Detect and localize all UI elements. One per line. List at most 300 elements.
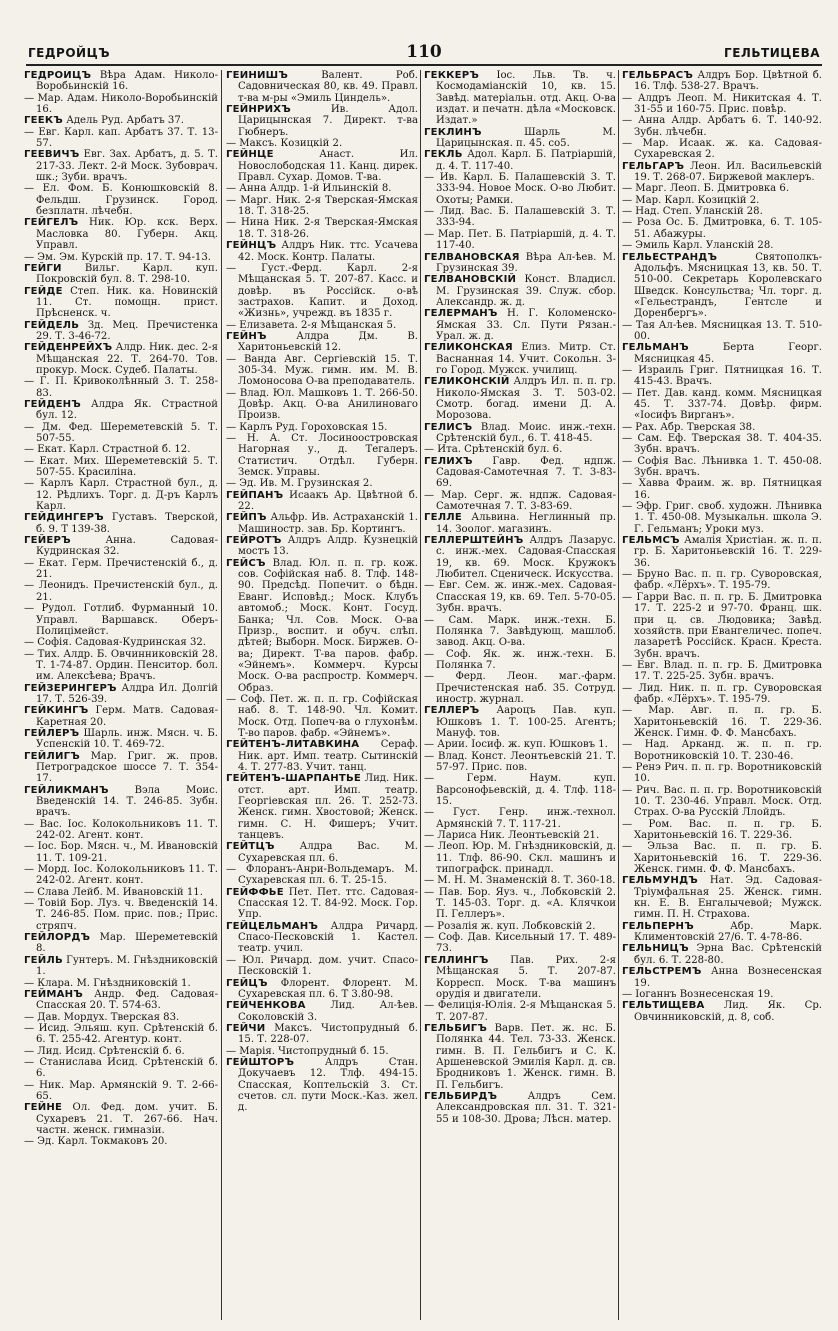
entry-details: — Ник. Мар. Армянскій 9. Т. 2-66-65. bbox=[24, 1079, 218, 1102]
directory-entry bbox=[424, 376, 616, 421]
entry-surname: ГЕЙНИШЪ bbox=[226, 70, 289, 81]
entry-details: — Максъ. Козицкій 2. bbox=[226, 138, 343, 150]
directory-entry bbox=[24, 456, 218, 479]
entry-details: Андр. Фед. Садовая-Спасская 20. Т. 574-63. bbox=[36, 988, 218, 1012]
directory-entry bbox=[622, 966, 822, 989]
entry-details: — Соф. Пет. ж. п. п. гр. Софійская наб. 8. Т. 148-90. Чл. Комит. Моск. Отд. Попеч-ва о глухонѣм. Т-во паров. фабр. «Эйнемъ». bbox=[226, 693, 418, 739]
column-4 bbox=[622, 70, 822, 1328]
entry-details: — Морд. Іос. Колокольниковъ 11. Т. 242-02. Агент. конт. bbox=[24, 864, 218, 887]
entry-details: — Іос. Бор. Мясн. ч., М. Ивановскій 11. Т. 109-21. bbox=[24, 841, 218, 864]
entry-surname: ГЕЙЛЬ bbox=[24, 954, 63, 966]
entry-surname: ГЕЛИХЪ bbox=[424, 455, 473, 467]
directory-entry bbox=[226, 320, 418, 331]
directory-entry bbox=[424, 512, 616, 535]
entry-details: — Товій Бор. Луз. ч. Введенскій 14. Т. 246-85. Пом. прис. пов.; Прис. стряпч. bbox=[24, 898, 218, 932]
directory-entry bbox=[424, 955, 616, 1000]
directory-entry bbox=[424, 671, 616, 705]
entry-details: — Н. А. Ст. Лосиноостровская Нагорная у., д. Тегалеръ. Статистич. Отдѣл. Губерн. Земск. Управы. bbox=[226, 433, 418, 479]
directory-entry bbox=[622, 217, 822, 240]
directory-entry bbox=[226, 512, 418, 535]
directory-entry bbox=[622, 388, 822, 422]
directory-entry bbox=[622, 660, 822, 683]
entry-surname: ГЕЛИСЪ bbox=[424, 421, 473, 433]
entry-details: Альфр. Ив. Астраханскій 1. Машиностр. зав. Бр. Кортингъ. bbox=[238, 512, 418, 535]
entry-details: Анаст. Ил. Новослободская 11. Канц. дирек. Правл. Сухар. Домов. Т-ва. bbox=[238, 149, 418, 184]
directory-entry bbox=[424, 444, 616, 455]
entry-details: Алдръ Бор. Цвѣтной б. 16. Тлф. 538-27. Врачъ. bbox=[634, 70, 822, 93]
entry-details: — Роза Ос. Б. Дмитровка, 6. Т. 105-51. Абажуры. bbox=[622, 217, 822, 240]
directory-entry bbox=[24, 580, 218, 603]
entry-surname: ГЕЙТЕНЪ-ШАРПАНТЬЕ bbox=[226, 773, 361, 785]
entry-details: — Над. Арканд. ж. п. п. гр. Воротниковскій 10. Т. 230-46. bbox=[622, 739, 822, 762]
entry-surname: ГЕЛВАНОВСКАЯ bbox=[424, 251, 520, 263]
entry-details: Ив. Адол. Царицынская 7. Директ. т-ва Гюбнеръ. bbox=[238, 104, 418, 138]
entry-details: Исаакъ Ар. Цвѣтной б. 22. bbox=[238, 489, 418, 513]
entry-details: Альвина. Неглинный пр. 14. Зоолог. магазинъ. bbox=[436, 512, 616, 535]
directory-entry bbox=[226, 864, 418, 887]
entry-surname: ГЕЙГИ bbox=[24, 262, 62, 274]
directory-entry bbox=[622, 422, 822, 433]
directory-entry bbox=[226, 978, 418, 1001]
directory-entry bbox=[424, 149, 616, 172]
entry-surname: ГЕЛЬПЕРНЪ bbox=[622, 920, 694, 932]
entry-details: Ол. Фед. дом. учит. Б. Сухаревъ 21. Т. 267-66. Нач. частн. женск. гимназіи. bbox=[36, 1102, 218, 1136]
entry-details: — Анна Алдр. 1-й Ильинскій 8. bbox=[226, 183, 392, 195]
entry-details: — Лариса Ник. Леонтьевскій 21. bbox=[424, 830, 600, 842]
entry-surname: ГЕЙТЦЪ bbox=[226, 841, 275, 853]
directory-entry bbox=[226, 921, 418, 955]
entry-details: — Евг. Карл. кап. Арбатъ 37. Т. 13-57. bbox=[24, 126, 218, 150]
entry-details: Мар. Шереметевскій 8. bbox=[36, 932, 218, 955]
entry-details: — Арии. Іосиф. ж. куп. Юшковъ 1. bbox=[424, 739, 608, 751]
entry-surname: ГЕЙЛИКМАНЪ bbox=[24, 784, 109, 796]
entry-details: Шарль М. Царицынская. п. 45. со5. bbox=[436, 126, 616, 150]
entry-details: — Густ.-Ферд. Карл. 2-я Мѣщанская 5. Т. 207-87. Касс. и довѣр. въ Россійск. о-вѣ застрахов. Капит. и Доход. «Жизнь», учрежд. въ 1835 г. bbox=[226, 262, 418, 320]
entry-details: — Эфр. Григ. своб. художн. Лѣнивка 1. Т. 450-08. Музыкальн. школа Э. Г. Гельманъ; Уроки муз. bbox=[622, 501, 822, 535]
entry-surname: ГЕЛЬСТРЕМЪ bbox=[622, 966, 702, 978]
directory-entry bbox=[226, 195, 418, 218]
directory-entry bbox=[424, 932, 616, 955]
entry-details: — Герм. Наум. куп. Варсонофьевскій, д. 4. Тлф. 118-15. bbox=[424, 773, 616, 807]
directory-entry bbox=[226, 183, 418, 194]
directory-entry bbox=[24, 1102, 218, 1136]
entry-surname: ГЕККЕРЪ bbox=[424, 70, 480, 81]
directory-entry bbox=[424, 252, 616, 275]
entry-surname: ГЕЛИКОНСКАЯ bbox=[424, 342, 513, 354]
entry-details: — Вас. Іос. Колокольниковъ 11. Т. 242-02. Агент. конт. bbox=[24, 818, 218, 842]
entry-surname: ГЕЙПАНЪ bbox=[226, 489, 284, 501]
entry-surname: ГЕЛЬМСЪ bbox=[622, 535, 680, 547]
directory-entry bbox=[424, 308, 616, 342]
directory-entry bbox=[24, 183, 218, 217]
entry-details: — Леоп. Юр. М. Гнѣздниковскій, д. 11. Тлф. 86-90. Скл. машинъ и типографск. принадл. bbox=[424, 841, 616, 876]
column-divider bbox=[221, 70, 222, 1320]
entry-surname: ГЕЙДЕНРЕЙХЪ bbox=[24, 342, 113, 354]
directory-entry bbox=[24, 1023, 218, 1046]
directory-entry bbox=[424, 649, 616, 672]
column-1 bbox=[24, 70, 218, 1328]
entry-details: — Сам. Еф. Тверская 38. Т. 404-35. Зубн. врачъ. bbox=[622, 433, 822, 456]
entry-details: — Марг. Леоп. Б. Дмитровка 6. bbox=[622, 183, 790, 195]
directory-entry bbox=[622, 183, 822, 194]
entry-details: — Флоранъ-Анри-Вольдемаръ. М. Сухаревская пл. 6. Т. 25-15. bbox=[226, 864, 418, 887]
entry-details: — Гарри Вас. п. п. гр. Б. Дмитровка 17. Т. 225-2 и 97-70. Франц. шк. при ц. св. Людовика; Завѣд. хозяйств. при Евангеличес. попеч. лазаретѣ Россійск. Красн. Креста. Зубн. врачъ. bbox=[622, 591, 822, 660]
directory-entry bbox=[424, 535, 616, 580]
entry-surname: ГЕЛЕРМАНЪ bbox=[424, 308, 498, 320]
entry-surname: ГЕЛЬБРАСЪ bbox=[622, 70, 693, 81]
entry-details: — Рудол. Готлиб. Фурманный 10. Управл. Варшавск. Оберъ-Полицімейст. bbox=[24, 603, 218, 637]
entry-surname: ГЕЛЬЕСТРАНДЪ bbox=[622, 251, 718, 263]
entry-surname: ГЕЛЬНИЦЪ bbox=[622, 943, 689, 955]
directory-entry bbox=[24, 70, 218, 93]
entry-surname: ГЕЙНЪ bbox=[226, 330, 267, 342]
column-3 bbox=[424, 70, 616, 1328]
page-header bbox=[26, 40, 822, 66]
entry-details: Лид. Як. Ср. Овчинниковскій, д. 8, соб. bbox=[634, 1000, 822, 1023]
directory-entry bbox=[226, 138, 418, 149]
column-divider bbox=[420, 70, 421, 1320]
entry-details: Алдръ Лазарус. с. инж.-мех. Садовая-Спасская 19, кв. 69. Моск. Кружокъ Любител. Сценическ. Искусства. bbox=[436, 535, 616, 581]
directory-entry bbox=[24, 478, 218, 512]
entry-surname: ГЕЛЬБИГЪ bbox=[424, 1022, 488, 1034]
entry-details: — Дм. Фед. Шереметевскій 5. Т. 507-55. bbox=[24, 421, 218, 444]
directory-entry bbox=[622, 989, 822, 1000]
entry-details: — Хавва Фраим. ж. вр. Пятницкая 16. bbox=[622, 478, 822, 501]
directory-entry bbox=[424, 70, 616, 127]
entry-surname: ГЕЛВАНОВСКІЙ bbox=[424, 274, 517, 286]
header-last-entry: ГЕЛЬТИЦЕВА bbox=[724, 46, 820, 60]
entry-details: — Эмиль Карл. Уланскій 28. bbox=[622, 240, 774, 252]
entry-details: Сераф. Ник. арт. Имп. театр. Сытинскій 4. Т. 277-83. Учит. танц. bbox=[238, 739, 418, 773]
directory-entry bbox=[622, 115, 822, 138]
entry-details: — Мар. Карл. Козицкій 2. bbox=[622, 194, 760, 206]
entry-details: — Елизавета. 2-я Мѣщанская 5. bbox=[226, 319, 397, 331]
directory-entry bbox=[622, 138, 822, 161]
entry-details: Зд. Мец. Пречистенка 29. Т. 3-46-72. bbox=[36, 319, 218, 342]
entry-surname: ГЕЛЛЕ bbox=[424, 512, 462, 524]
entry-details: — Софія. Садовая-Кудринская 32. bbox=[24, 637, 207, 649]
entry-details: — Израиль Григ. Пятницкая 16. Т. 415-43. Врачъ. bbox=[622, 364, 822, 388]
directory-entry bbox=[622, 592, 822, 660]
entry-surname: ГЕЙЕРЪ bbox=[24, 535, 71, 547]
directory-entry bbox=[24, 286, 218, 320]
entry-surname: ГЕЙКИНГЪ bbox=[24, 705, 89, 717]
directory-entry bbox=[226, 1057, 418, 1114]
directory-entry bbox=[622, 433, 822, 456]
directory-entry bbox=[622, 320, 822, 343]
directory-entry bbox=[424, 739, 616, 750]
entry-surname: ГЕЙНЦЕ bbox=[226, 149, 274, 161]
entry-details: Алдра Дм. В. Харитоньевскій 12. bbox=[238, 330, 418, 354]
entry-surname: ГЕЙНРИХЪ bbox=[226, 104, 291, 116]
entry-surname: ГЕЛЛЕРЪ bbox=[424, 705, 480, 717]
directory-entry bbox=[622, 240, 822, 251]
directory-entry bbox=[24, 898, 218, 932]
entry-surname: ГЕЙРОТЪ bbox=[226, 535, 282, 547]
entry-details: — Рах. Абр. Тверская 38. bbox=[622, 421, 756, 433]
directory-entry bbox=[622, 501, 822, 535]
entry-details: — Эд. Ив. М. Грузинская 2. bbox=[226, 478, 373, 490]
directory-entry bbox=[24, 932, 218, 955]
directory-entry bbox=[424, 830, 616, 841]
entry-details: — Екат. Мих. Шереметевскій 5. Т. 507-55. Красиліна. bbox=[24, 455, 218, 479]
entry-details: — Влад. Конст. Леонтьевскій 21. Т. 57-97. Прис. пов. bbox=[424, 750, 616, 773]
entry-details: Мар. Григ. ж. пров. Петроградское шоссе 7. Т. 354-17. bbox=[36, 750, 218, 785]
entry-details: Степ. Ник. ка. Новинскій 11. Ст. помощн. прист. Прѣсненск. ч. bbox=[36, 285, 218, 320]
entry-surname: ГЕЛЬТИЩЕВА bbox=[622, 1000, 705, 1012]
header-first-entry: ГЕДРОЙЦЪ bbox=[28, 46, 110, 60]
directory-entry bbox=[24, 444, 218, 455]
directory-entry bbox=[24, 978, 218, 989]
entry-surname: ГЕКЛЬ bbox=[424, 149, 463, 161]
entry-details: — Іоганнъ Вознесенская 19. bbox=[622, 988, 774, 1000]
entry-details: — Евг. Влад. п. п. гр. Б. Дмитровка 17. Т. 225-25. Зубн. врачъ. bbox=[622, 659, 822, 683]
directory-entry bbox=[24, 422, 218, 445]
entry-details: Алдръ Алдр. Кузнецкій мостъ 13. bbox=[238, 535, 418, 558]
entry-details: — Розалія ж. куп. Лобковскій 2. bbox=[424, 920, 596, 932]
entry-details: Вѣра Ал-ѣев. М. Грузинская 39. bbox=[436, 251, 616, 274]
directory-entry bbox=[622, 535, 822, 569]
entry-details: Лид. Ник. отст. арт. Имп. театр. Георгіевская пл. 26. Т. 252-73. Женск. гимн. Хвостовой; Женск. гимн. С. Н. Фишеръ; Учит. танцевъ. bbox=[238, 773, 418, 842]
entry-details: Ник. Юр. кск. Верх. Масловка 80. Губерн. Акц. Управл. bbox=[36, 217, 218, 252]
entry-details: Густавъ. Тверской, б. 9. Т 139-38. bbox=[36, 512, 218, 535]
directory-entry bbox=[424, 422, 616, 445]
entry-surname: ГЕЙЗЕРИНГЕРЪ bbox=[24, 682, 117, 694]
directory-entry bbox=[24, 751, 218, 785]
directory-entry bbox=[24, 1136, 218, 1147]
directory-entry bbox=[622, 252, 822, 320]
directory-entry bbox=[622, 683, 822, 706]
directory-entry bbox=[622, 705, 822, 739]
directory-entry bbox=[24, 320, 218, 343]
entry-details: — Карлъ Руд. Гороховская 15. bbox=[226, 421, 388, 433]
entry-details: — Клара. М. Гнѣздниковскій 1. bbox=[24, 977, 191, 989]
entry-details: Шарль. инж. Мясн. ч. Б. Успенскій 10. Т. 469-72. bbox=[36, 727, 218, 751]
entry-surname: ГЕЙНЕ bbox=[24, 1102, 63, 1114]
directory-entry bbox=[24, 512, 218, 535]
entry-details: Алдр. Ник. дес. 2-я Мѣщанская 22. Т. 264-70. Тов. прокур. Моск. Судеб. Палаты. bbox=[36, 342, 218, 376]
directory-entry bbox=[24, 683, 218, 706]
directory-entry bbox=[622, 819, 822, 842]
entry-surname: ГЕЙДЕЛЬ bbox=[24, 319, 80, 331]
directory-entry bbox=[24, 887, 218, 898]
directory-entry bbox=[424, 1023, 616, 1091]
page-number: 110 bbox=[406, 42, 442, 62]
entry-details: Гунтеръ. М. Гнѣздниковскій 1. bbox=[36, 954, 218, 978]
entry-details: Варв. Пет. ж. нс. Б. Полянка 44. Тел. 73-33. Женск. гимн. В. П. Гельбигъ и С. К. Аршеневской Эмилія Карл. д. св. Бродниковъ 1. Женск. гимн. В. П. Гельбигъ. bbox=[436, 1022, 616, 1091]
entry-details: Аароцъ Пав. куп. Юшковъ 1. Т. 100-25. Агентъ; Мануф. тов. bbox=[436, 705, 616, 739]
entry-details: — Ренэ Рич. п. п. гр. Воротниковскій 10. bbox=[622, 761, 822, 785]
entry-details: — Влад. Юл. Машковъ 1. Т. 266-50. Довѣр. Акц. О-ва Анилиноваго Произв. bbox=[226, 387, 418, 422]
directory-entry bbox=[24, 535, 218, 558]
entry-details: Адель Руд. Арбатъ 37. bbox=[66, 115, 184, 127]
directory-entry bbox=[424, 887, 616, 921]
entry-surname: ГЕЙЦЪ bbox=[226, 977, 268, 989]
entry-surname: ГЕЛЬБИРДЪ bbox=[424, 1090, 498, 1102]
entry-details: Евг. Зах. Арбатъ, д. 5. Т. 217-33. Лект. 2-й Моск. Зубоврач. шк.; Зуби. врачъ. bbox=[36, 149, 218, 184]
entry-surname: ГЕЙЛОРДЪ bbox=[24, 932, 91, 944]
entry-surname: ГЕЙЧИ bbox=[226, 1022, 266, 1034]
entry-details: — Екат. Карл. Страстной б. 12. bbox=[24, 444, 191, 456]
entry-details: — Мар. Адам. Николо-Воробьинскій 16. bbox=[24, 92, 218, 116]
entry-surname: ГЕЛЛЕРШТЕЙНЪ bbox=[424, 535, 524, 547]
entry-details: — Леонидъ. Пречистенскій бул., д. 21. bbox=[24, 580, 218, 603]
entry-details: Эрна Вас. Срѣтенскій бул. 6. Т. 228-80. bbox=[634, 943, 822, 966]
directory-entry bbox=[424, 841, 616, 875]
entry-details: Алдръ Сем. Александровская пл. 31. Т. 321-55 и 108-30. Дрова; Лѣсн. матер. bbox=[436, 1090, 616, 1125]
directory-entry bbox=[622, 762, 822, 785]
directory-entry bbox=[24, 649, 218, 683]
entry-surname: ГЕЙГЕЛЪ bbox=[24, 217, 79, 229]
entry-details: Амалія Христіан. ж. п. п. гр. Б. Харитоньевскій 16. Т. 229-36. bbox=[634, 535, 822, 569]
directory-entry bbox=[226, 841, 418, 864]
directory-entry bbox=[226, 694, 418, 739]
directory-entry bbox=[622, 841, 822, 875]
directory-entry bbox=[424, 921, 616, 932]
directory-entry bbox=[424, 1000, 616, 1023]
entry-details: — Дав. Мордух. Тверская 83. bbox=[24, 1011, 180, 1023]
entry-details: — Алдръ Леоп. М. Никитская 4. Т. 31-55 и 160-75. Прис. повѣр. bbox=[622, 92, 822, 116]
directory-entry bbox=[226, 104, 418, 138]
directory-entry bbox=[424, 875, 616, 886]
directory-entry bbox=[226, 240, 418, 263]
entry-details: Святополкъ-Адольфъ. Мясницкая 13, кв. 50. Т. 510-00. Секретарь Королевскаго Шведск. Консульства; Чл. торг. д. «Гельестрандъ, Гентсле и Доренбергъ». bbox=[634, 251, 822, 320]
directory-entry bbox=[226, 558, 418, 694]
directory-entry bbox=[24, 558, 218, 581]
directory-entry bbox=[424, 807, 616, 830]
entry-details: Алдра Ричард. Спасо-Песковскій 1. Кастел. театр. учил. bbox=[238, 920, 418, 955]
directory-entry bbox=[226, 1000, 418, 1023]
directory-entry bbox=[226, 490, 418, 513]
entry-details: Вэла Моис. Введенскій 14. Т. 246-85. Зубн. врачъ. bbox=[36, 784, 218, 819]
entry-details: Леон. Ил. Васильевскій 19. Т. 268-07. Биржевой маклеръ. bbox=[634, 160, 822, 184]
directory-entry bbox=[226, 1046, 418, 1057]
directory-entry bbox=[24, 93, 218, 116]
directory-entry bbox=[24, 342, 218, 376]
entry-details: — Мар. Исаак. ж. ка. Садовая-Сухаревская 2. bbox=[622, 138, 822, 161]
entry-details: — Эльза Вас. п. п. гр. Б. Харитоньевскій 16. Т. 229-36. Женск. гимн. Ф. Ф. Мансбахъ. bbox=[622, 841, 822, 876]
directory-entry bbox=[622, 342, 822, 365]
entry-details: — Сам. Марк. инж.-техн. Б. Полянка 7. Завѣдующ. машлоб. завод. Акц. О-ва. bbox=[424, 614, 616, 649]
entry-details: — Тих. Алдр. Б. Овчинниковскій 28. Т. 1-74-87. Ордин. Пенситор. бол. им. Алексѣева; Врачъ. bbox=[24, 648, 218, 683]
entry-details: — Лид. Ник. п. п. гр. Суворовская фабр. «Лёрхъ». Т. 195-79. bbox=[622, 682, 822, 705]
column-2 bbox=[226, 70, 418, 1328]
entry-details: — Над. Степ. Уланскій 28. bbox=[622, 206, 763, 218]
directory-entry bbox=[24, 217, 218, 251]
entry-surname: ГЕЙШТОРЪ bbox=[226, 1056, 295, 1068]
entry-details: Анна Вознесенская 19. bbox=[634, 966, 822, 989]
entry-details: — Ел. Фом. Б. Конюшковскій 8. Фельдш. Грузинск. Город. безплатн. лѣчебн. bbox=[24, 183, 218, 218]
entry-details: — Пав. Бор. Яуз. ч., Лобковскій 2. Т. 145-03. Торг. д. «А. Клячкои П. Геллеръ». bbox=[424, 886, 616, 921]
directory-entry bbox=[622, 70, 822, 93]
entry-surname: ГЕЙПЪ bbox=[226, 512, 267, 524]
directory-entry bbox=[24, 1046, 218, 1057]
entry-surname: ГЕЙСЪ bbox=[226, 557, 266, 569]
directory-entry bbox=[622, 195, 822, 206]
entry-details: — Нина Ник. 2-я Тверская-Ямская 18. Т. 318-26. bbox=[226, 217, 418, 240]
entry-surname: ГЕЙТЕНЪ-ЛИТАВКИНА bbox=[226, 739, 360, 751]
entry-details: — Г. П. Кривоколѣнный 3. Т. 258-83. bbox=[24, 376, 218, 399]
entry-details: — Евг. Сем. ж. инж.-мех. Садовая-Спасская 19, кв. 69. Тел. 5-70-05. Зубн. врачъ. bbox=[424, 580, 616, 615]
entry-surname: ГЕЙНЦЪ bbox=[226, 240, 277, 252]
entry-surname: ГЕЙДЕ bbox=[24, 285, 63, 297]
directory-entry bbox=[622, 365, 822, 388]
directory-entry bbox=[226, 1023, 418, 1046]
entry-surname: ГЕЛЬМУНДЪ bbox=[622, 875, 698, 887]
entry-surname: ГЕДРОЙЦЪ bbox=[24, 70, 92, 81]
entry-details: — Лид. Исид. Срѣтенскій б. 6. bbox=[24, 1045, 185, 1057]
entry-details: — Ванда Авг. Сергіевскій 15. Т. 305-34. Муж. гимн. им. М. В. Ломоносова О-ва преподаватель. bbox=[226, 353, 418, 388]
entry-details: — Густ. Генр. инж.-технол. Армянскій 7. Т. 117-21. bbox=[424, 807, 616, 830]
entry-details: — Мар. Пет. Б. Патріаршій, д. 4. Т. 117-40. bbox=[424, 228, 616, 252]
entry-details: Лид. Ал-ѣев. Соколовскій 3. bbox=[238, 1000, 418, 1023]
entry-details: Пав. Рих. 2-я Мѣщанская 5. Т. 207-87. Корресп. Моск. Т-ва машинъ орудія и двигатели. bbox=[436, 954, 616, 1000]
entry-details: — Рич. Вас. п. п. гр. Воротниковскій 10. Т. 230-46. Управл. Моск. Отд. Страх. О-ва Русскій Ллойдъ. bbox=[622, 784, 822, 819]
directory-entry bbox=[424, 229, 616, 252]
directory-entry bbox=[226, 263, 418, 320]
directory-entry bbox=[226, 331, 418, 354]
directory-entry bbox=[226, 70, 418, 104]
directory-entry bbox=[24, 127, 218, 150]
directory-entry bbox=[424, 705, 616, 739]
directory-entry bbox=[424, 274, 616, 308]
directory-entry bbox=[24, 819, 218, 842]
entry-details: — Ферд. Леон. маг.-фарм. Пречистенская наб. 35. Сотруд. иностр. журнал. bbox=[424, 671, 616, 705]
directory-entry bbox=[226, 433, 418, 478]
directory-entry bbox=[622, 943, 822, 966]
directory-entry bbox=[622, 921, 822, 944]
entry-details: Валент. Роб. Садовническая 80, кв. 49. Правл. т-ва м-ры «Эмиль Циндель». bbox=[238, 70, 418, 104]
directory-entry bbox=[24, 1080, 218, 1103]
entry-details: — Марг. Ник. 2-я Тверская-Ямская 18. Т. 318-25. bbox=[226, 194, 418, 218]
directory-entry bbox=[24, 149, 218, 183]
entry-surname: ГЕЕВИЧЪ bbox=[24, 149, 80, 161]
directory-entry bbox=[424, 751, 616, 774]
entry-details: — Фелиція-Юлія. 2-я Мѣщанская 5. Т. 207-87. bbox=[424, 1000, 616, 1023]
entry-details: Алдра Як. Страстной бул. 12. bbox=[36, 398, 218, 422]
directory-entry bbox=[24, 399, 218, 422]
entry-surname: ГЕЙЦЕЛЬМАНЪ bbox=[226, 920, 319, 932]
column-divider bbox=[618, 70, 619, 1320]
entry-details: — Соф. Як. ж. инж.-техн. Б. Полянка 7. bbox=[424, 648, 616, 671]
entry-details: Алдръ Стан. Докучаевъ 12. Тлф. 494-15. Спасская, Коптельскій 3. Ст. счетов. сл. пути Моск.-Каз. жел. д. bbox=[238, 1056, 418, 1114]
entry-surname: ГЕЙЛИГЪ bbox=[24, 750, 80, 762]
directory-entry bbox=[24, 989, 218, 1012]
entry-details: Конст. Владисл. М. Грузинская 39. Служ. сбор. Александр. ж. д. bbox=[436, 274, 616, 308]
directory-entry bbox=[226, 217, 418, 240]
directory-entry bbox=[622, 456, 822, 479]
entry-details: — Юл. Ричард. дом. учит. Спасо-Песковскій 1. bbox=[226, 954, 418, 978]
entry-details: Влад. Юл. п. п. гр. кож. сов. Софійская наб. 8. Тлф. 148-90. Предсѣд. Попечит. о бѣдн. Еванг. Исповѣд.; Моск. Клубъ автомоб.; Моск. Конт. Госуд. Банка; Чл. Сов. Моск. О-ва Призр., воспит. и обуч. слѣп. дѣтей; Выборн. Моск. Биржев. О-ва; Директ. Т-ва паров. фабр. «Эйнемъ». Коммерч. Курсы Моск. О-ва распростр. Коммерч. Образ. bbox=[238, 557, 418, 694]
directory-entry bbox=[24, 785, 218, 819]
directory-entry bbox=[424, 127, 616, 150]
entry-details: — Анна Алдр. Арбатъ 6. Т. 140-92. Зубн. лѣчебн. bbox=[622, 115, 822, 138]
entry-surname: ГЕЙФФЬЕ bbox=[226, 886, 284, 898]
directory-entry bbox=[24, 705, 218, 728]
entry-details: Вѣра Адам. Николо-Воробьинскій 16. bbox=[36, 70, 218, 93]
directory-entry bbox=[24, 252, 218, 263]
directory-entry bbox=[24, 637, 218, 648]
directory-entry bbox=[226, 739, 418, 773]
directory-entry bbox=[24, 603, 218, 637]
entry-details: Алдра Вас. М. Сухаревская пл. 6. bbox=[238, 841, 418, 864]
entry-surname: ГЕЛЬМАНЪ bbox=[622, 342, 689, 354]
entry-details: Флорент. Флорент. М. Сухаревская пл. 6. Т 3.80-98. bbox=[238, 977, 418, 1000]
directory-entry bbox=[24, 955, 218, 978]
entry-details: — Екат. Герм. Пречистенскій б., д. 21. bbox=[24, 557, 218, 581]
directory-entry bbox=[226, 422, 418, 433]
directory-entry bbox=[424, 1091, 616, 1125]
